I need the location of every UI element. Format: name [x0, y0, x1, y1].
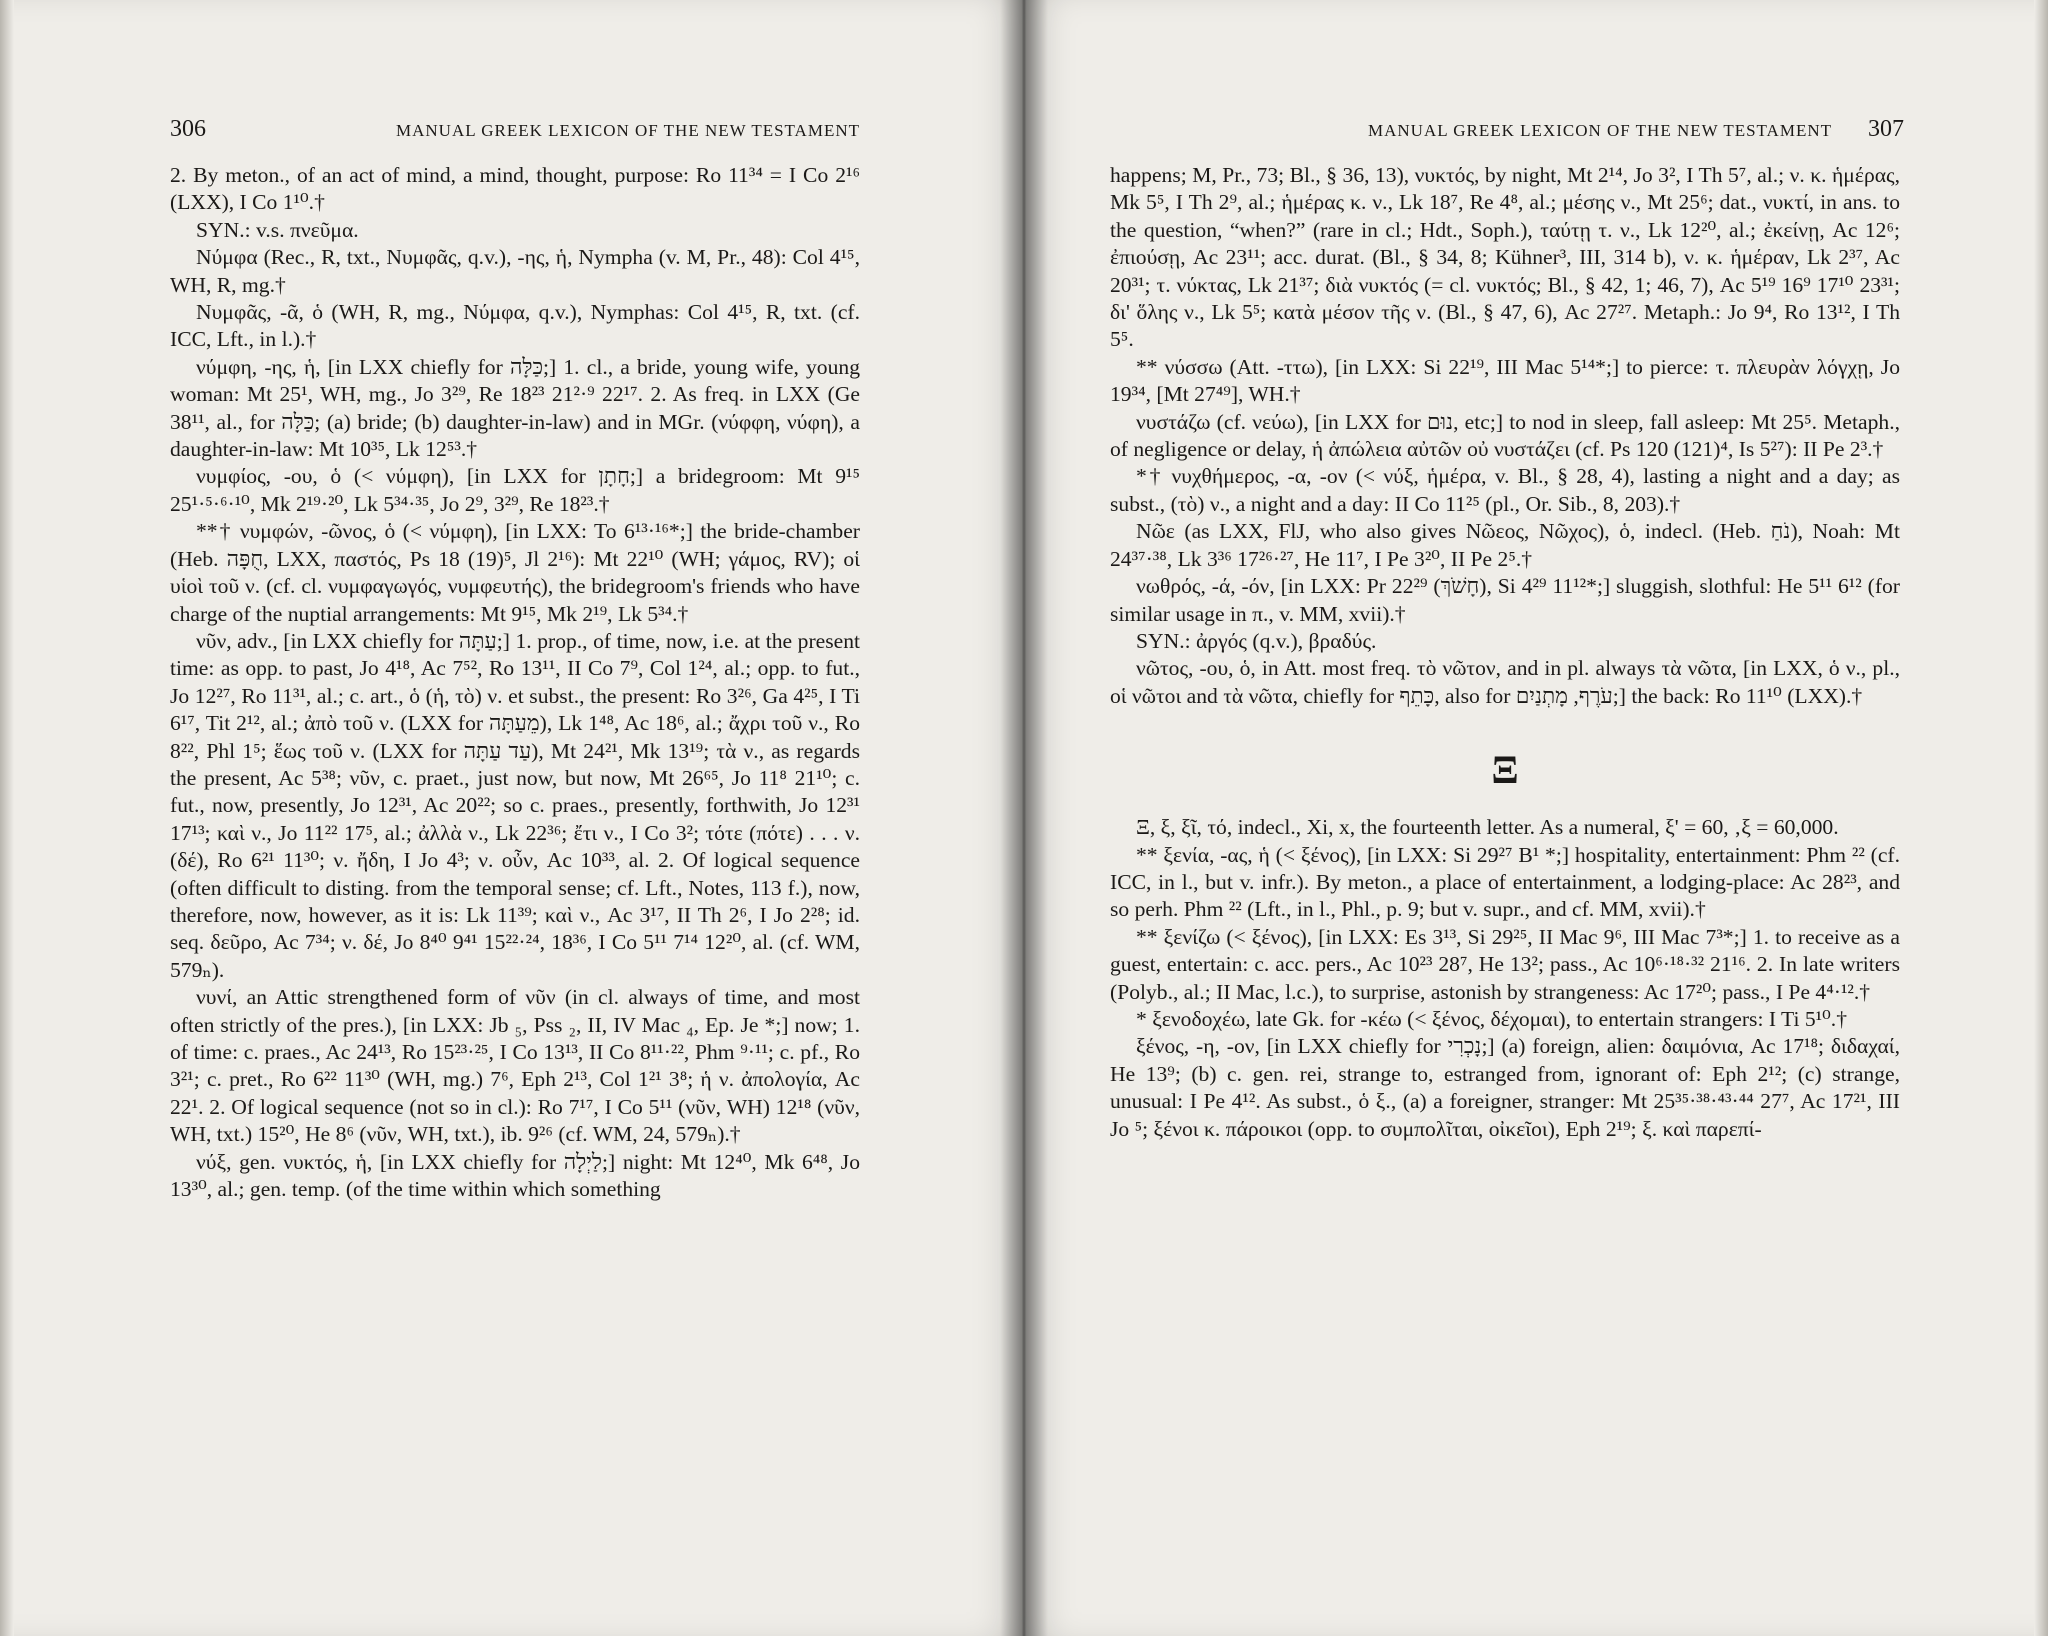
lexicon-entry-nysso: ** νύσσω (Att. -ττω), [in LXX: Si 22¹⁹, III Mac 5¹⁴*;] to pierce: τ. πλευρὰν λόγχῃ, Jo 19³⁴, [Mt 27⁴⁹], WH.† [1110, 354, 1900, 407]
book-gutter [1000, 0, 1048, 1636]
page-edge-right [2034, 0, 2048, 1636]
section-letter-heading: Ξ [1491, 747, 1519, 793]
lexicon-entry-xenos: ξένος, -η, -ον, [in LXX chiefly for נָכְרִי;] (a) foreign, alien: δαιμόνια, Ac 17¹⁸; διδαχαί, He 13⁹; (b) c. gen. rei, strange to, estranged from, ignorant of: Eph 2¹²; (c) strange, unusual: I Pe 4¹². As subst., ὁ ξ., (a) a foreigner, stranger: Mt 25³⁵·³⁸·⁴³·⁴⁴ 27⁷, Ac 17²¹, III Jo ⁵; ξένοι κ. πάροικοι (opp. to συμπολῖται, οἰκεῖοι), Eph 2¹⁹; ξ. καὶ παρεπί- [1110, 1034, 1900, 1141]
page-edge-left [0, 0, 14, 1636]
left-page-header [170, 116, 860, 143]
synonym-note: SYN.: v.s. πνεῦμα. [196, 217, 359, 242]
entry-paragraph: 2. By meton., of an act of mind, a mind, thought, purpose: Ro 11³⁴ = I Co 2¹⁶ (LXX), I Co 1¹⁰.† [170, 163, 860, 215]
page-number-right: 307 [1868, 116, 1904, 142]
running-head-right: MANUAL GREEK LEXICON OF THE NEW TESTAMENT [1368, 121, 1832, 140]
right-column-text [1110, 162, 1900, 1143]
lexicon-entry-nymphios: νυμφίος, -ου, ὁ (< νύμφη), [in LXX for חָתָן;] a bridegroom: Mt 9¹⁵ 25¹·⁵·⁶·¹⁰, Mk 2¹⁹·²⁰, Lk 5³⁴·³⁵, Jo 2⁹, 3²⁹, Re 18²³.† [170, 464, 860, 516]
lexicon-entry-nychthemeros: *† νυχθήμερος, -α, -ον (< νύξ, ἡμέρα, v. Bl., § 28, 4), lasting a night and a day; as subst., (τὸ) ν., a night and a day: II Co 11²⁵ (pl., Or. Sib., 8, 203).† [1110, 464, 1900, 516]
right-page-header [1192, 116, 1904, 143]
lexicon-entry-nystazo: νυστάζω (cf. νεύω), [in LXX for נוּם, etc;] to nod in sleep, fall asleep: Mt 25⁵. Metaph., of negligence or delay, ἡ ἀπώλεια αὐτῶν οὐ νυστάζει (cf. Ps 120 (121)⁴, Is 5²⁷): II Pe 2³.† [1110, 409, 1900, 462]
lexicon-entry-xenodocheo: * ξενοδοχέω, late Gk. for -κέω (< ξένος, δέχομαι), to entertain strangers: I Ti 5¹⁰.† [1136, 1006, 1848, 1031]
lexicon-entry-nyx: νύξ, gen. νυκτός, ἡ, [in LXX chiefly for לַיְלָה;] night: Mt 12⁴⁰, Mk 6⁴⁸, Jo 13³⁰, al.; gen. temp. (of the time within which something [170, 1149, 861, 1202]
page-number-left: 306 [170, 116, 206, 142]
right-page [1024, 0, 2048, 1636]
lexicon-entry-nympha: Νύμφα (Rec., R, txt., Νυμφᾶς, q.v.), -ης, ἡ, Nympha (v. M, Pr., 48): Col 4¹⁵, WH, R, mg.† [170, 245, 860, 297]
running-head-left: MANUAL GREEK LEXICON OF THE NEW TESTAMENT [396, 121, 860, 140]
left-column-text [170, 162, 860, 1203]
lexicon-entry-nyn: νῦν, adv., [in LXX chiefly for עַתָּה;] 1. prop., of time, now, i.e. at the present time: as opp. to past, Jo 4¹⁸, Ac 7⁵², Ro 13¹¹, II Co 7⁹, Col 1²⁴, al.; opp. to fut., Jo 12²⁷, Ro 11³¹, al.; c. art., ὁ (ἡ, τὸ) ν. et subst., the present: Ro 3²⁶, Ga 4²⁵, I Ti 6¹⁷, Tit 2¹², al.; ἀπὸ τοῦ ν. (LXX for מֵעַתָּה), Lk 1⁴⁸, Ac 18⁶, al.; ἄχρι τοῦ ν., Ro 8²², Phl 1⁵; ἕως τοῦ ν. (LXX for עַד עַתָּה), Mt 24²¹, Mk 13¹⁹; τὰ ν., as regards the present, Ac 5³⁸; νῦν, c. praet., just now, but now, Mt 26⁶⁵, Jo 11⁸ 21¹⁰; c. fut., now, presently, Jo 12³¹, Ac 20²²; so c. praes., presently, forthwith, Jo 12³¹ 17¹³; καὶ ν., Jo 11²² 17⁵, al.; ἀλλὰ ν., Lk 22³⁶; ἔτι ν., I Co 3²; τότε (πότε) . . . ν. (δέ), Ro 6²¹ 11³⁰; ν. ἤδη, I Jo 4³; ν. οὖν, Ac 10³³, al. 2. Of logical sequence (often difficult to disting. from the temporal sense; cf. Lft., Notes, 113 f.), now, therefore, now, however, as it is: Lk 11³⁹; καὶ ν., Ac 3¹⁷, II Th 2⁶, I Jo 2²⁸; id. seq. δεῦρο, Ac 7³⁴; ν. δέ, Jo 8⁴⁰ 9⁴¹ 15²²·²⁴, 18³⁶, I Co 5¹¹ 7¹⁴ 12²⁰, al. (cf. WM, 579ₙ). [170, 628, 860, 982]
lexicon-entry-nymphon: **† νυμφών, -ῶνος, ὁ (< νύμφη), [in LXX: To 6¹³·¹⁶*;] the bride-chamber (Heb. חֻפָּה, LXX, παστός, Ps 18 (19)⁵, Jl 2¹⁶): Mt 22¹⁰ (WH; γάμος, RV); οἱ υἱοὶ τοῦ ν. (cf. cl. νυμφαγωγός, νυμφευτής), the bridegroom's friends who have charge of the nuptial arrangements: Mt 9¹⁵, Mk 2¹⁹, Lk 5³⁴.† [170, 519, 860, 626]
lexicon-entry-nothros: νωθρός, -ά, -όν, [in LXX: Pr 22²⁹ (חָשֹׁךְ), Si 4²⁹ 11¹²*;] sluggish, slothful: He 5¹¹ 6¹² (for similar usage in π., v. MM, xvii).† [1110, 574, 1900, 626]
lexicon-entry-nymphe: νύμφη, -ης, ἡ, [in LXX chiefly for כַּלָּה;] 1. cl., a bride, young wife, young woman: Mt 25¹, WH, mg., Jo 3²⁹, Re 18²³ 21²·⁹ 22¹⁷. 2. As freq. in LXX (Ge 38¹¹, al., for כַּלָּה; (a) bride; (b) daughter-in-law) and in MGr. (νύφφη, νύφη), a daughter-in-law: Mt 10³⁵, Lk 12⁵³.† [170, 354, 860, 462]
lexicon-entry-xi: Ξ, ξ, ξῖ, τό, indecl., Xi, x, the fourteenth letter. As a numeral, ξ' = 60, ‚ξ = 60,000. [1136, 815, 1839, 840]
lexicon-entry-xenizo: ** ξενίζω (< ξένος), [in LXX: Es 3¹³, Si 29²⁵, II Mac 9⁶, III Mac 7³*;] 1. to receive as a guest, entertain: c. acc. pers., Ac 10²³ 28⁷, He 13²; pass., Ac 10⁶·¹⁸·³² 21¹⁶. 2. In late writers (Polyb., al.; II Mac, l.c.), to surprise, astonish by strangeness: Ac 17²⁰; pass., I Pe 4⁴·¹².† [1110, 924, 1900, 1004]
entry-continuation: happens; M, Pr., 73; Bl., § 36, 13), νυκτός, by night, Mt 2¹⁴, Jo 3², I Th 5⁷, al.; ν. κ. ἡμέρας, Mk 5⁵, I Th 2⁹, al.; ἡμέρας κ. ν., Lk 18⁷, Re 4⁸, al.; μέσης ν., Mt 25⁶; dat., νυκτί, in ans. to the question, “when?” (rare in cl.; Hdt., Soph.), ταύτῃ τ. ν., Lk 12²⁰, al.; ἐκείνῃ, Ac 12⁶; ἐπιούσῃ, Ac 23¹¹; acc. durat. (Bl., § 34, 8; Kühner³, III, 314 b), ν. κ. ἡμέραν, Lk 2³⁷, Ac 20³¹; τ. νύκτας, Lk 21³⁷; διὰ νυκτός (= cl. νυκτός; Bl., § 42, 1; 46, 7), Ac 5¹⁹ 16⁹ 17¹⁰ 23³¹; δι' ὅλης ν., Lk 5⁵; κατὰ μέσον τῆς ν. (Bl., § 47, 6), Ac 27²⁷. Metaph.: Jo 9⁴, Ro 13¹², I Th 5⁵. [1110, 163, 1900, 352]
lexicon-entry-nymphas: Νυμφᾶς, -ᾶ, ὁ (WH, R, mg., Νύμφα, q.v.), Nymphas: Col 4¹⁵, R, txt. (cf. ICC, Lft., in l.).† [170, 300, 860, 352]
lexicon-entry-notos: νῶτος, -ου, ὁ, in Att. most freq. τὸ νῶτον, and in pl. always τὰ νῶτα, [in LXX, ὁ ν., pl., οἱ νῶτοι and τὰ νῶτα, chiefly for כָּתֵף, also for עֹרֶף, מָתְנַיִם;] the back: Ro 11¹⁰ (LXX).† [1110, 656, 1900, 708]
lexicon-entry-nyni: νυνί, an Attic strengthened form of νῦν (in cl. always of time, and most often strictly of the pres.), [in LXX: Jb ₅, Pss ₂, II, IV Mac ₄, Ep. Je *;] now; 1. of time: c. praes., Ac 24¹³, Ro 15²³·²⁵, I Co 13¹³, II Co 8¹¹·²², Phm ⁹·¹¹; c. pf., Ro 3²¹; c. pret., Ro 6²² 11³⁰ (WH, mg.) 7⁶, Eph 2¹³, Col 1²¹ 3⁸; ἡ ν. ἀπολογία, Ac 22¹. 2. Of logical sequence (not so in cl.): Ro 7¹⁷, I Co 5¹¹ (νῦν, WH) 12¹⁸ (νῦν, WH, txt.) 15²⁰, He 8⁶ (νῦν, WH, txt.), ib. 9²⁶ (cf. WM, 24, 579ₙ).† [170, 985, 860, 1147]
lexicon-entry-xenia: ** ξενία, -ας, ἡ (< ξένος), [in LXX: Si 29²⁷ B¹ *;] hospitality, entertainment: Phm ²² (cf. ICC, in l., but v. infr.). By meton., a place of entertainment, a lodging-place: Ac 28²³, and so perh. Phm ²² (Lft., in l., Phl., p. 9; but v. supr., and cf. MM, xvii).† [1110, 842, 1900, 922]
lexicon-entry-noe: Νῶε (as LXX, FlJ, who also gives Νῶεος, Νῶχος), ὁ, indecl. (Heb. נֹחַ), Noah: Mt 24³⁷·³⁸, Lk 3³⁶ 17²⁶·²⁷, He 11⁷, I Pe 3²⁰, II Pe 2⁵.† [1110, 519, 1901, 571]
synonym-note: SYN.: ἀργός (q.v.), βραδύς. [1136, 628, 1377, 653]
